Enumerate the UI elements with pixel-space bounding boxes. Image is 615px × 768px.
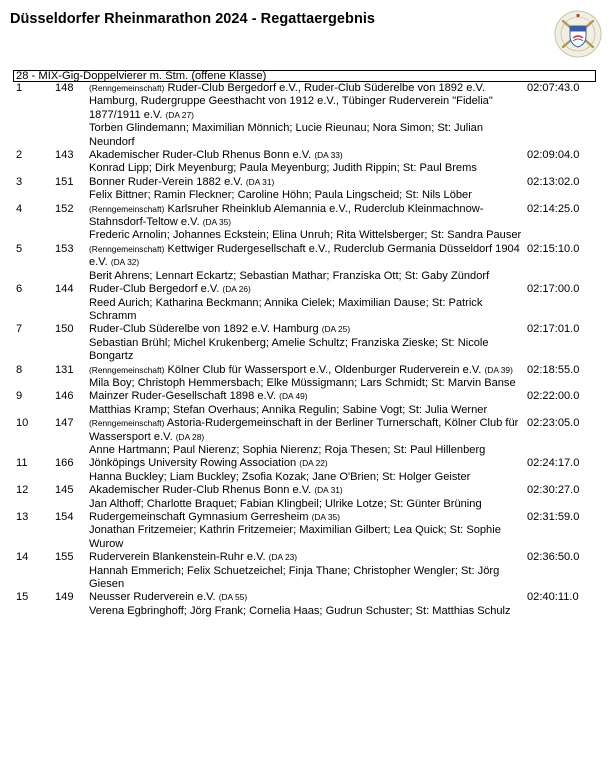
result-bib-number: 153: [55, 242, 74, 255]
club-name: Kölner Club für Wassersport e.V., Oldenburger Ruderverein e.V.: [167, 363, 482, 376]
crew-names: Jan Althoff; Charlotte Braquet; Fabian Klingbeil; Ulrike Lotze; St: Günter Brüning: [89, 497, 482, 510]
result-row: [0, 203, 615, 243]
result-bib-number: 166: [55, 457, 74, 470]
crew-names: Sebastian Brühl; Michel Krukenberg; Amelie Schultz; Franziska Zieske; St: Nicole Bongartz: [89, 336, 489, 363]
result-time: 02:23:05.0: [527, 417, 580, 430]
age-average: (DA 23): [268, 552, 298, 563]
result-rank: 14: [16, 551, 29, 564]
result-details: [89, 551, 525, 591]
result-time: 02:15:10.0: [527, 242, 580, 255]
result-bib-number: 146: [55, 390, 74, 403]
result-bib-number: 154: [55, 511, 74, 523]
age-average: (DA 55): [218, 592, 248, 603]
club-line: [89, 283, 525, 296]
result-row: [0, 591, 615, 618]
category-header: 28 - MIX-Gig-Doppelvierer m. Stm. (offene Klasse): [13, 70, 596, 82]
result-rank: 15: [16, 591, 29, 604]
result-rank: 7: [16, 323, 23, 336]
result-row: [0, 390, 615, 417]
result-row: [0, 149, 615, 176]
renngemeinschaft-label: (Renngemeinschaft): [89, 83, 165, 93]
result-details: [89, 390, 525, 417]
result-rank: 10: [16, 417, 29, 430]
result-rank: 13: [16, 511, 29, 523]
result-time: 02:09:04.0: [527, 149, 580, 162]
result-time: 02:18:55.0: [527, 363, 580, 376]
club-line: [89, 82, 525, 122]
result-row: [0, 323, 615, 363]
result-bib-number: 149: [55, 591, 74, 604]
result-row: [0, 484, 615, 511]
result-details: [89, 323, 525, 363]
crew-names: Matthias Kramp; Stefan Overhaus; Annika Regulin; Sabine Vogt; St: Julia Werner: [89, 403, 488, 416]
result-bib-number: 148: [55, 82, 74, 94]
result-row: [0, 176, 615, 203]
result-rank: 11: [16, 457, 28, 470]
result-time: 02:14:25.0: [527, 202, 580, 215]
result-details: [89, 283, 525, 323]
club-name: Ruder-Club Süderelbe von 1892 e.V. Hamburg: [89, 323, 319, 336]
result-time: 02:31:59.0: [527, 511, 580, 523]
result-rank: 9: [16, 390, 23, 403]
age-average: (DA 27): [165, 109, 194, 120]
result-time: 02:30:27.0: [527, 484, 580, 497]
result-time: 02:17:01.0: [527, 323, 580, 336]
result-bib-number: 155: [55, 551, 74, 564]
club-name: Ruder-Club Bergedorf e.V.: [89, 283, 220, 296]
crew-names: Frederic Arnolin; Johannes Eckstein; Elina Unruh; Rita Wittelsberger; St: Sandra Pauser: [89, 229, 522, 242]
club-name: Ruderverein Blankenstein-Ruhr e.V.: [89, 551, 266, 564]
result-bib-number: 152: [55, 202, 74, 215]
age-average: (DA 32): [110, 257, 140, 268]
crew-names: Hannah Emmerich; Felix Schuetzeichel; Finja Thane; Christopher Wengler; St: Jörg Giesen: [89, 564, 500, 591]
renngemeinschaft-label: (Renngemeinschaft): [89, 418, 165, 429]
result-row: [0, 364, 615, 391]
result-rank: 3: [16, 175, 23, 188]
result-bib-number: 151: [55, 175, 74, 188]
age-average: (DA 35): [202, 217, 232, 228]
age-average: (DA 33): [314, 150, 343, 161]
result-bib-number: 144: [55, 283, 74, 296]
result-bib-number: 150: [55, 323, 74, 336]
renngemeinschaft-label: (Renngemeinschaft): [89, 364, 165, 375]
result-details: [89, 203, 525, 243]
age-average: (DA 49): [279, 391, 308, 402]
result-details: [89, 82, 525, 149]
club-name: Astoria-Rudergemeinschaft in der Berliner Turnerschaft, Kölner Club für Wassersport e.V.: [89, 417, 519, 443]
result-bib-number: 147: [55, 417, 74, 430]
result-details: [89, 364, 525, 391]
club-line: [89, 390, 525, 403]
club-name: Kettwiger Rudergesellschaft e.V., Ruderclub Germania Düsseldorf 1904 e.V.: [89, 242, 520, 269]
result-time: 02:17:00.0: [527, 283, 580, 296]
result-row: [0, 417, 615, 457]
result-time: 02:07:43.0: [527, 82, 580, 94]
club-name: Karlsruher Rheinklub Alemannia e.V., Ruderclub Kleinmachnow-Stahnsdorf-Teltow e.V.: [89, 202, 484, 229]
club-name: Ruder-Club Bergedorf e.V., Ruder-Club Süderelbe von 1892 e.V. Hamburg, Rudergruppe Geesthacht von 1912 e.V., Tübinger Ruderverein "Fidelia" 1877/1911 e.V.: [89, 82, 493, 121]
club-line: [89, 176, 525, 189]
result-bib-number: 143: [55, 149, 74, 162]
crew-names: Verena Egbringhoff; Jörg Frank; Cornelia Haas; Gudrun Schuster; St: Matthias Schulz: [89, 604, 511, 617]
crew-names: Hanna Buckley; Liam Buckley; Zsofia Kozak; Jane O'Brien; St: Holger Geister: [89, 470, 471, 483]
crew-names: Torben Glindemann; Maximilian Mönnich; Lucie Rieunau; Nora Simon; St: Julian Neundorf: [89, 122, 484, 148]
club-name: Jönköpings University Rowing Association: [89, 457, 297, 470]
result-row: [0, 283, 615, 323]
page-title: Düsseldorfer Rheinmarathon 2024 - Regattaergebnis: [10, 11, 376, 27]
age-average: (DA 31): [314, 485, 343, 496]
club-line: [89, 417, 525, 444]
club-line: [89, 484, 525, 497]
club-line: [89, 364, 525, 377]
result-row: [0, 243, 615, 283]
renngemeinschaft-label: (Renngemeinschaft): [89, 243, 165, 254]
club-line: [89, 149, 525, 162]
club-line: [89, 203, 525, 230]
result-rank: 1: [16, 82, 23, 94]
crew-names: Felix Bittner; Ramin Fleckner; Caroline Höhn; Paula Lingscheid; St: Nils Löber: [89, 189, 472, 202]
age-average: (DA 26): [222, 284, 251, 295]
renngemeinschaft-label: (Renngemeinschaft): [89, 203, 165, 214]
result-details: [89, 457, 525, 484]
club-line: [89, 243, 525, 270]
result-details: [89, 591, 525, 618]
age-average: (DA 31): [245, 176, 275, 187]
result-rank: 5: [16, 242, 23, 255]
result-row: [0, 511, 615, 551]
result-rank: 2: [16, 149, 23, 162]
result-details: [89, 417, 525, 457]
club-line: [89, 551, 525, 564]
age-average: (DA 39): [484, 364, 513, 375]
result-time: 02:36:50.0: [527, 551, 580, 564]
result-rank: 6: [16, 283, 23, 296]
result-time: 02:13:02.0: [527, 175, 580, 188]
club-line: [89, 457, 525, 470]
result-details: [89, 149, 525, 176]
club-name: Akademischer Ruder-Club Rhenus Bonn e.V.: [89, 484, 312, 497]
result-row: [0, 82, 615, 149]
crew-names: Mila Boy; Christoph Hemmersbach; Elke Müssigmann; Lars Schmidt; St: Marvin Banse: [89, 376, 516, 389]
age-average: (DA 35): [311, 512, 340, 522]
result-time: 02:24:17.0: [527, 457, 580, 470]
crew-names: Reed Aurich; Katharina Beckmann; Annika Cielek; Maximilian Dause; St: Patrick Schramm: [89, 296, 483, 322]
club-line: [89, 323, 525, 336]
crew-names: Jonathan Fritzemeier; Kathrin Fritzemeier; Maximilian Gilbert; Lea Quick; St: Sophie Wurow: [89, 524, 501, 550]
result-row: [0, 551, 615, 591]
result-bib-number: 145: [55, 484, 74, 497]
crew-names: Konrad Lipp; Dirk Meyenburg; Paula Meyenburg; Judith Rippin; St: Paul Brems: [89, 162, 477, 175]
club-line: [89, 591, 525, 604]
age-average: (DA 25): [321, 324, 351, 335]
result-time: 02:40:11.0: [527, 591, 579, 604]
result-time: 02:22:00.0: [527, 390, 580, 403]
age-average: (DA 22): [299, 458, 328, 469]
club-name: Akademischer Ruder-Club Rhenus Bonn e.V.: [89, 149, 312, 162]
club-crest-logo: [553, 9, 603, 59]
club-name: Rudergemeinschaft Gymnasium Gerresheim: [89, 511, 309, 523]
results-list: [0, 82, 615, 618]
result-bib-number: 131: [55, 363, 74, 376]
age-average: (DA 28): [175, 431, 205, 442]
result-rank: 4: [16, 202, 23, 215]
result-details: [89, 176, 525, 203]
result-rank: 8: [16, 363, 23, 376]
crew-names: Berit Ahrens; Lennart Eckartz; Sebastian Mathar; Franziska Ott; St: Gaby Zündorf: [89, 269, 490, 282]
result-details: [89, 484, 525, 511]
result-rank: 12: [16, 484, 29, 497]
result-details: [89, 243, 525, 283]
result-details: [89, 511, 525, 551]
result-row: [0, 457, 615, 484]
club-line: [89, 511, 525, 524]
club-name: Neusser Ruderverein e.V.: [89, 591, 216, 604]
crew-names: Anne Hartmann; Paul Nierenz; Sophia Nierenz; Roja Thesen; St: Paul Hillenberg: [89, 443, 486, 456]
club-name: Bonner Ruder-Verein 1882 e.V.: [89, 175, 243, 188]
club-name: Mainzer Ruder-Gesellschaft 1898 e.V.: [89, 390, 277, 403]
